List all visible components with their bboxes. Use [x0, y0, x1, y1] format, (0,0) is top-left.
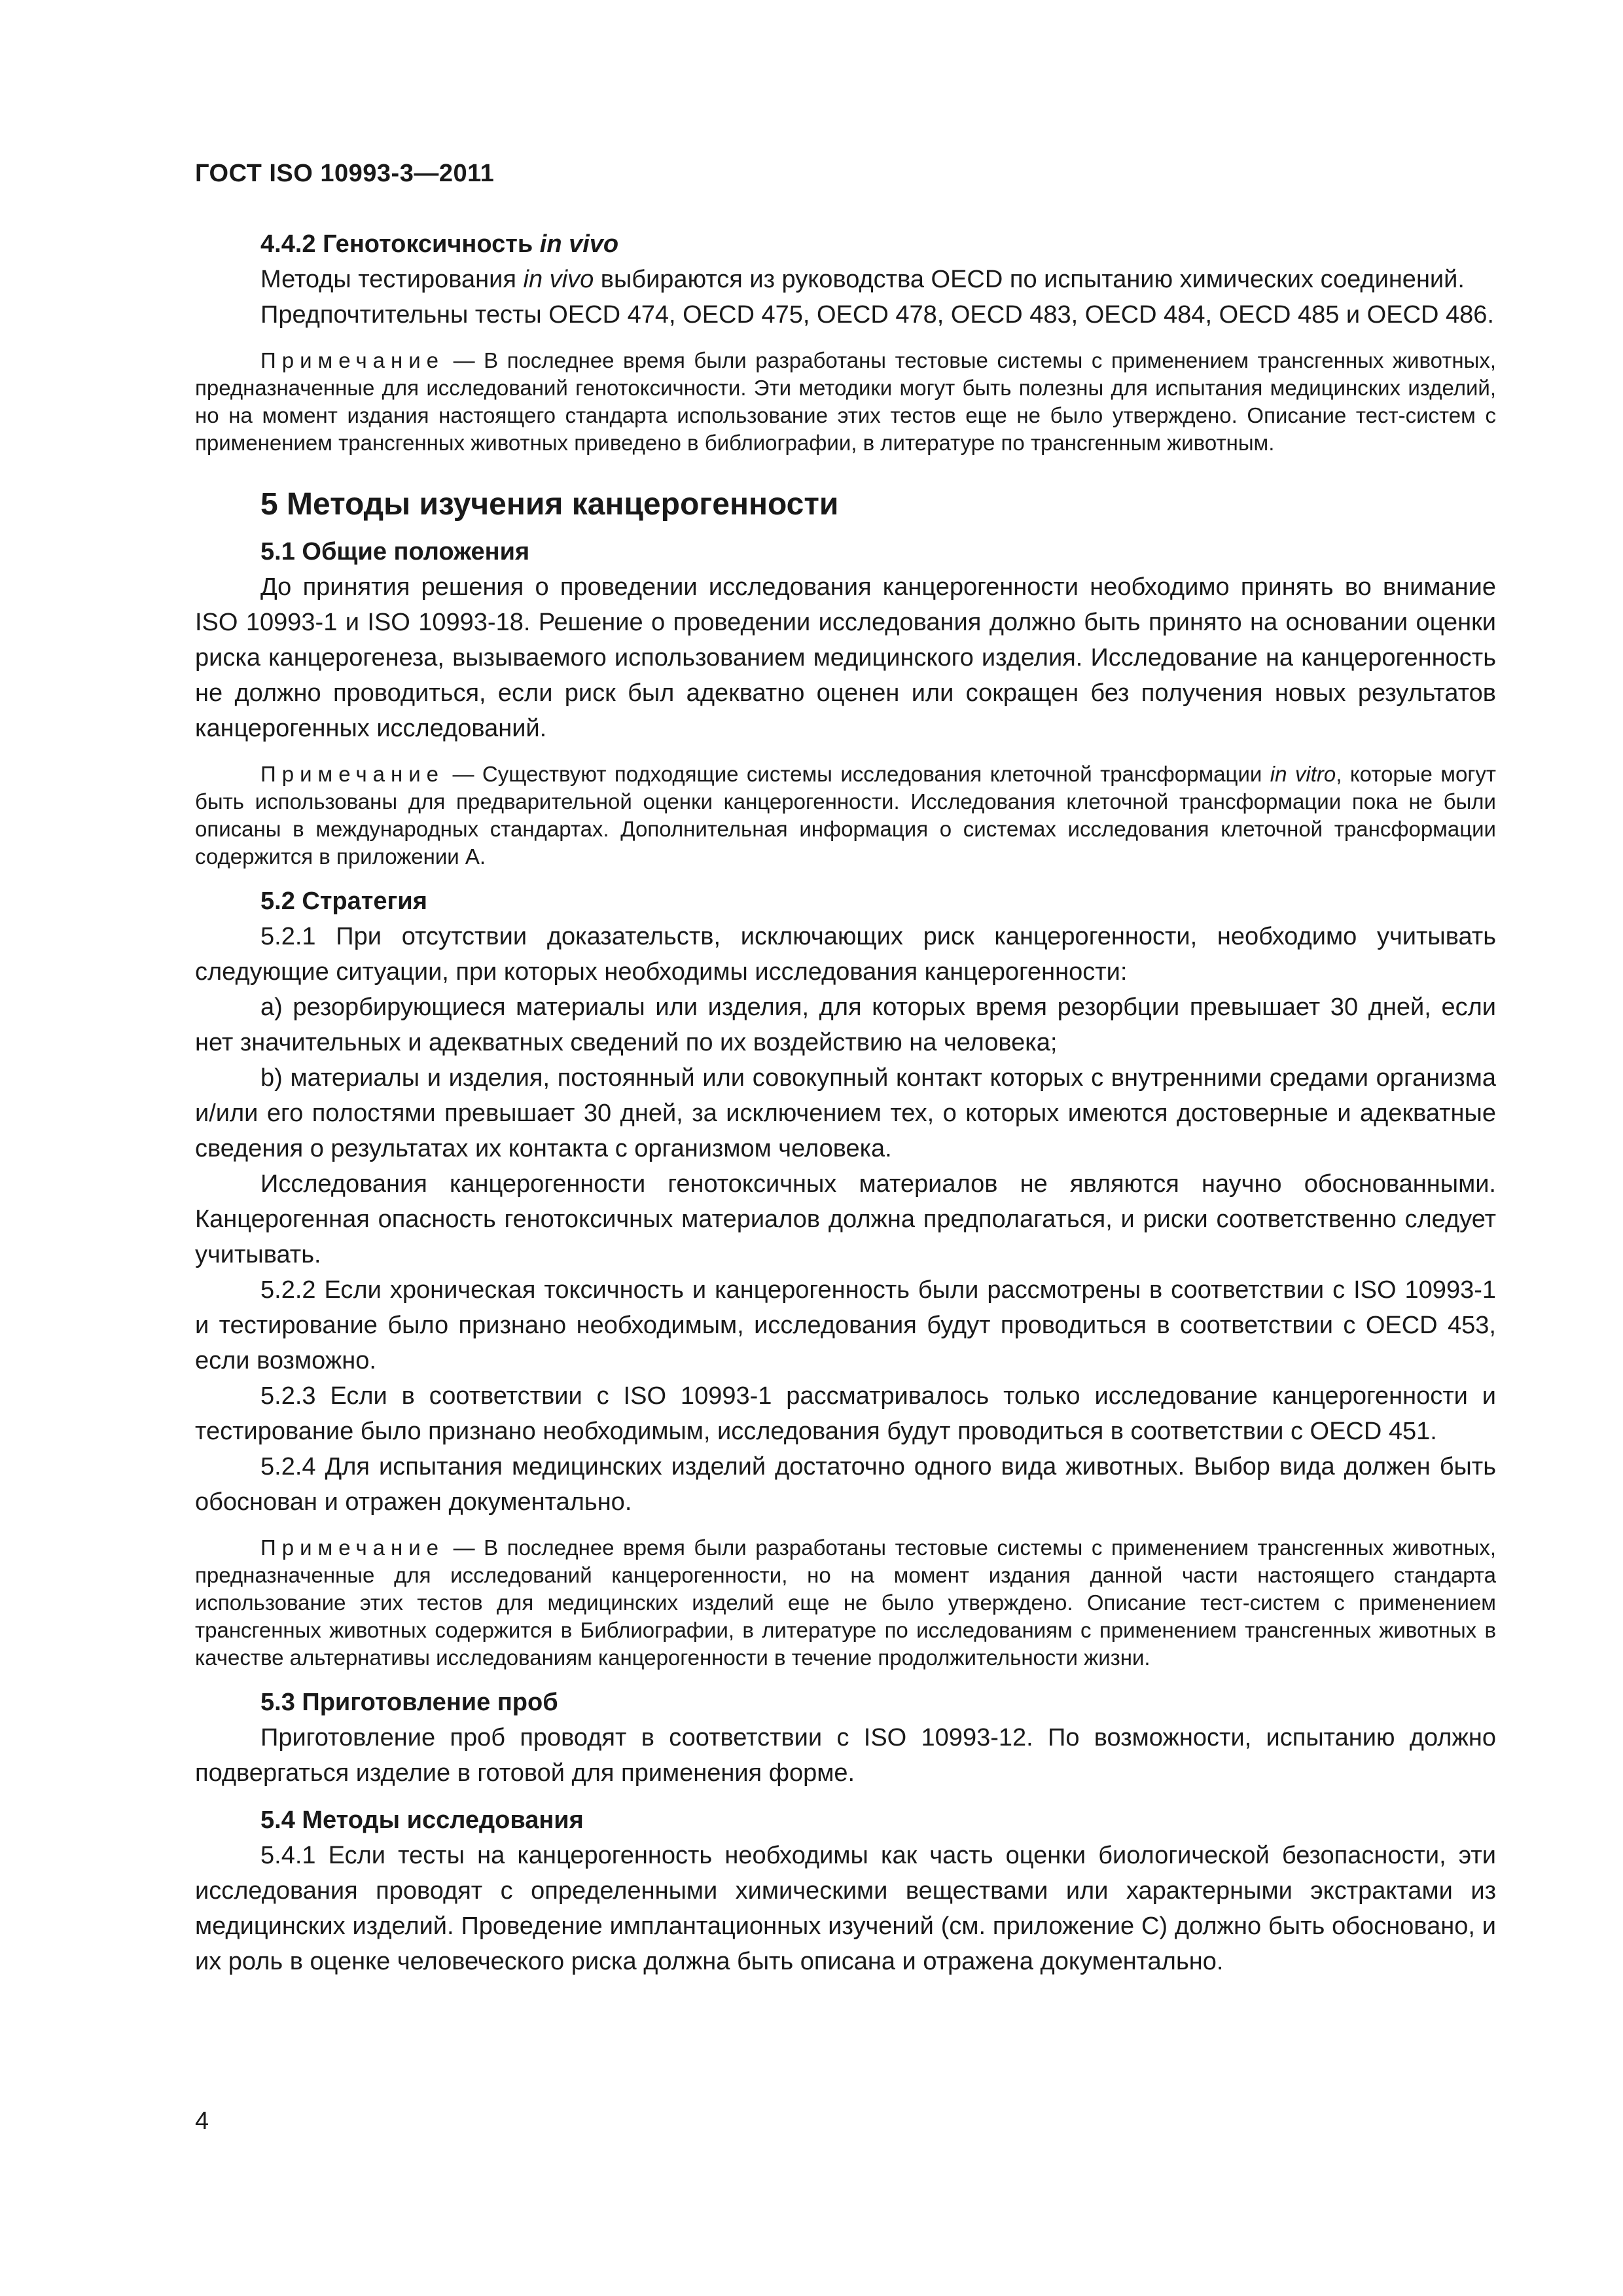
paragraph-4-4-2-preferred-tests: Предпочтительны тесты OECD 474, OECD 475, OECD 478, OECD 483, OECD 484, OECD 485 и OECD 486. [260, 301, 1494, 329]
section-4-4-2-title-italic: in vivo [539, 230, 619, 258]
text-run-italic: in vivo [523, 266, 594, 293]
section-4-4-2-heading [195, 226, 1496, 262]
paragraph-5-2-4: 5.2.4 Для испытания медицинских изделий достаточно одного вида животных. Выбор вида должен быть обоснован и отражен документально. [195, 1453, 1496, 1516]
paragraph-5-1: До принятия решения о проведении исследования канцерогенности необходимо принять во внимание ISO 10993-1 и ISO 10993-18. Решение о проведении исследования должно быть принято на основании оценки риска канцерогенеза, вызываемого использованием медицинского изделия. Исследование на канцерогенность не должно проводиться, если риск был адекватно оценен или сокращен без получения новых результатов канцерогенных исследований. [195, 573, 1496, 742]
section-5-2-heading: 5.2 Стратегия [260, 888, 427, 915]
paragraph-5-2-1-b: b) материалы и изделия, постоянный или совокупный контакт которых с внутренними средами организма и/или его полостями превышает 30 дней, за исключением тех, о которых имеются достоверные и адекватные сведения о результатах их контакта с организмом человека. [195, 1064, 1496, 1162]
note-5-1 [195, 761, 1496, 870]
section-5-heading: 5 Методы изучения канцерогенности [260, 487, 839, 522]
note-text: , которые могут быть использованы для предварительной оценки канцерогенности. Исследования клеточной трансформации пока не были описаны в международных стандартах. Дополнительная информация о системах исследования клеточной трансформации содержится в приложении А. [195, 762, 1496, 869]
paragraph-5-4-1: 5.4.1 Если тесты на канцерогенность необходимы как часть оценки биологической безопасности, эти исследования проводят с определенными химическими веществами или характерными экстрактами из медицинских изделий. Проведение имплантационных изучений (см. приложение С) должно быть обосновано, и их роль в оценке человеческого риска должна быть описана и отражена документально. [195, 1842, 1496, 1975]
section-5-1-heading: 5.1 Общие положения [260, 538, 530, 565]
section-4-4-2-title: 4.4.2 Генотоксичность [260, 230, 540, 258]
note-label: Примечание [260, 762, 445, 786]
note-text: — В последнее время были разработаны тестовые системы с применением трансгенных животных, предназначенные для исследований канцерогенности, но на момент издания данной части настоящего стандарта использование этих тестов для медицинских изделий еще не было утверждено. Описание тест-систем с применением трансгенных животных содержится в Библиографии, в литературе по исследованиям с применением трансгенных животных в качестве альтернативы исследованиям канцерогенности в течение продолжительности жизни. [195, 1535, 1496, 1670]
note-text: — Существуют подходящие системы исследования клеточной трансформации [444, 762, 1270, 786]
note-label: Примечание [260, 348, 445, 372]
paragraph-5-2-3: 5.2.3 Если в соответствии с ISO 10993-1 рассматривалось только исследование канцерогенности и тестирование было признано необходимым, исследования будут проводиться в соответствии с OECD 451. [195, 1382, 1496, 1445]
paragraph-5-3: Приготовление проб проводят в соответствии с ISO 10993-12. По возможности, испытанию должно подвергаться изделие в готовой для применения форме. [195, 1724, 1496, 1787]
page-number: 4 [195, 2108, 209, 2135]
section-5-4-heading: 5.4 Методы исследования [260, 1806, 584, 1834]
note-text-italic: in vitro [1270, 762, 1336, 786]
text-run: Методы тестирования [260, 266, 524, 293]
paragraph-4-4-2-methods [195, 262, 1496, 297]
section-5-3-heading: 5.3 Приготовление проб [260, 1689, 558, 1716]
note-5-2 [195, 1534, 1496, 1672]
page-content [195, 226, 1496, 1979]
note-4-4-2 [195, 347, 1496, 457]
paragraph-5-2-1-a: a) резорбирующиеся материалы или изделия, для которых время резорбции превышает 30 дней, если нет значительных и адекватных сведений по их воздействию на человека; [195, 994, 1496, 1056]
note-text: — В последнее время были разработаны тестовые системы с применением трансгенных животных, предназначенные для исследований генотоксичности. Эти методики могут быть полезны для испытания медицинских изделий, но на момент издания настоящего стандарта использование этих тестов еще не было утверждено. Описание тест-систем с применением трансгенных животных приведено в библиографии, в литературе по трансгенным животным. [195, 348, 1496, 455]
document-header: ГОСТ ISO 10993-3—2011 [195, 160, 495, 187]
paragraph-5-2-1: 5.2.1 При отсутствии доказательств, исключающих риск канцерогенности, необходимо учитывать следующие ситуации, при которых необходимы исследования канцерогенности: [195, 923, 1496, 986]
text-run: выбираются из руководства OECD по испытанию химических соединений. [594, 266, 1465, 293]
paragraph-5-2-genotoxic: Исследования канцерогенности генотоксичных материалов не являются научно обоснованными. Канцерогенная опасность генотоксичных материалов должна предполагаться, и риски соответственно следует учитывать. [195, 1170, 1496, 1268]
note-label: Примечание [260, 1535, 445, 1560]
paragraph-5-2-2: 5.2.2 Если хроническая токсичность и канцерогенность были рассмотрены в соответствии с ISO 10993-1 и тестирование было признано необходимым, исследования будут проводиться в соответствии с OECD 453, если возможно. [195, 1276, 1496, 1374]
